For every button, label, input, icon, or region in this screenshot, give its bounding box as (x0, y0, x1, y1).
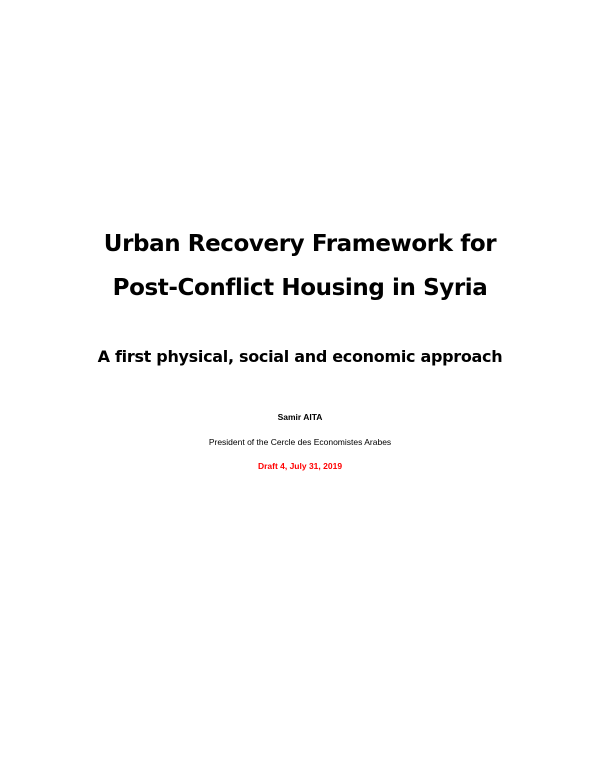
title-line-2: Post-Conflict Housing in Syria (112, 275, 488, 301)
title-line-1: Urban Recovery Framework for (103, 231, 497, 257)
author-name: Samir AITA (277, 412, 323, 422)
author-affiliation: President of the Cercle des Economistes Arabes (208, 437, 392, 447)
draft-version: Draft 4, July 31, 2019 (257, 461, 343, 471)
subtitle: A first physical, social and economic approach (97, 347, 503, 366)
